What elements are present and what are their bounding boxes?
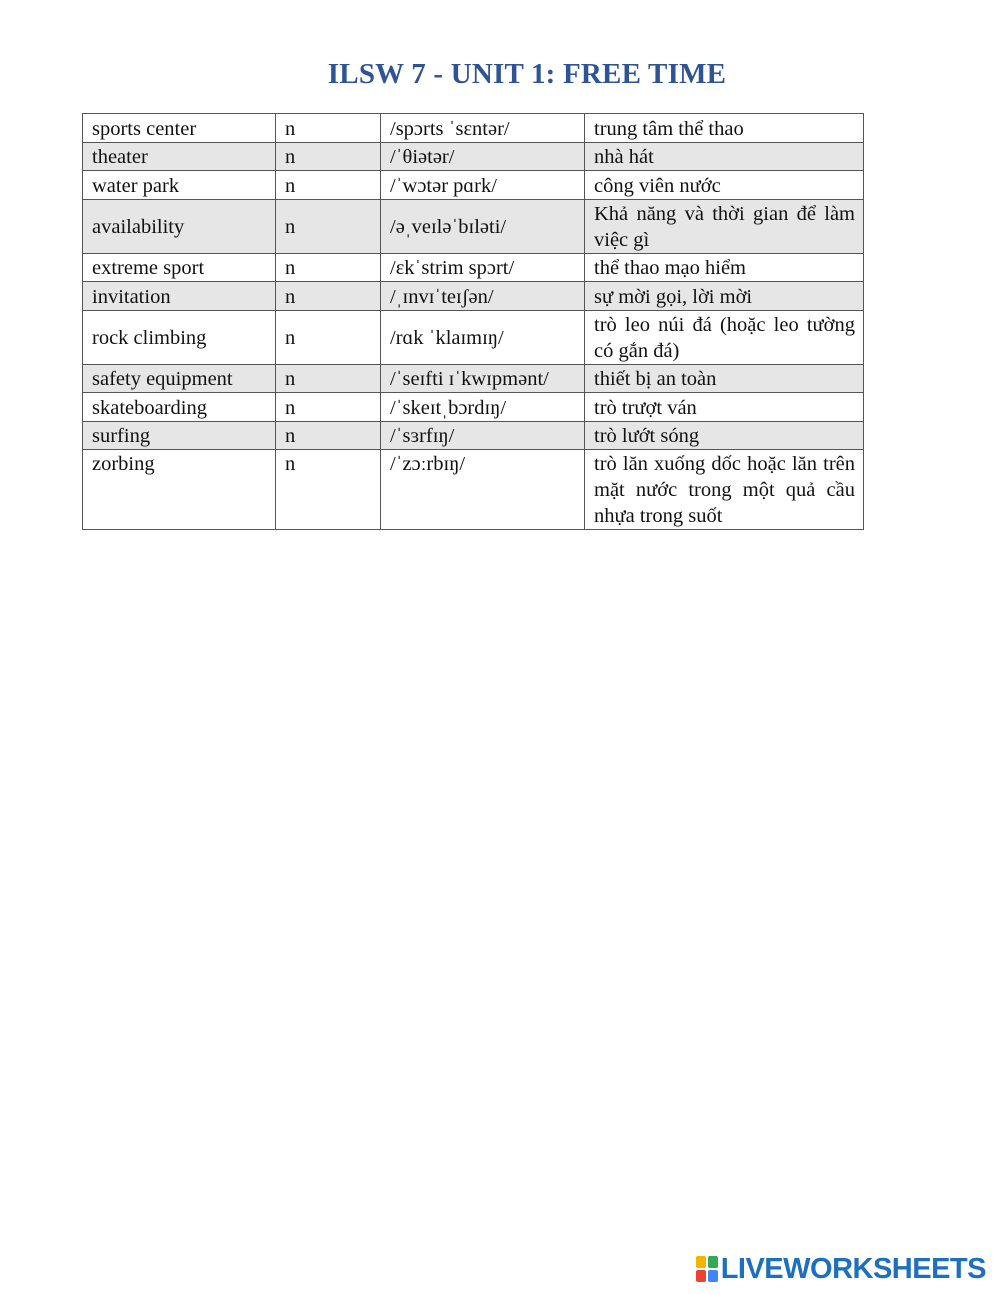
word-cell: safety equipment	[83, 365, 276, 393]
meaning-cell: sự mời gọi, lời mời	[585, 282, 864, 311]
meaning-cell: thiết bị an toàn	[585, 365, 864, 393]
pronunciation-cell: /əˌveɪləˈbɪləti/	[381, 200, 585, 254]
word-cell: skateboarding	[83, 393, 276, 422]
word-type-cell: n	[276, 311, 381, 365]
word-type-cell: n	[276, 282, 381, 311]
pronunciation-cell: /ˈzɔːrbɪŋ/	[381, 450, 585, 530]
meaning-cell: trung tâm thể thao	[585, 114, 864, 143]
pronunciation-cell: /ˈsɜrfɪŋ/	[381, 422, 585, 450]
pronunciation-cell: /ˈseɪfti ɪˈkwɪpmənt/	[381, 365, 585, 393]
meaning-cell: thể thao mạo hiểm	[585, 254, 864, 282]
table-row	[83, 254, 864, 282]
table-row	[83, 365, 864, 393]
pronunciation-cell: /rɑk ˈklaɪmɪŋ/	[381, 311, 585, 365]
word-cell: zorbing	[83, 450, 276, 530]
word-cell: rock climbing	[83, 311, 276, 365]
word-cell: sports center	[83, 114, 276, 143]
meaning-cell: nhà hát	[585, 143, 864, 171]
word-cell: surfing	[83, 422, 276, 450]
word-type-cell: n	[276, 393, 381, 422]
table-row	[83, 282, 864, 311]
table-row	[83, 393, 864, 422]
vocabulary-table	[82, 113, 864, 530]
logo-square-green	[708, 1256, 718, 1268]
table-row	[83, 450, 864, 530]
meaning-cell: trò lăn xuống dốc hoặc lăn trên mặt nước trong một quả cầu nhựa trong suốt	[585, 450, 864, 530]
pronunciation-cell: /ˌɪnvɪˈteɪʃən/	[381, 282, 585, 311]
liveworksheets-brand	[696, 1252, 986, 1286]
meaning-cell: trò trượt ván	[585, 393, 864, 422]
word-type-cell: n	[276, 200, 381, 254]
page-title: ILSW 7 - UNIT 1: FREE TIME	[327, 58, 727, 90]
liveworksheets-logo-icon	[696, 1256, 718, 1282]
word-cell: invitation	[83, 282, 276, 311]
word-type-cell: n	[276, 143, 381, 171]
word-cell: extreme sport	[83, 254, 276, 282]
table-row	[83, 200, 864, 254]
table-row	[83, 114, 864, 143]
logo-square-red	[696, 1270, 706, 1282]
word-cell: availability	[83, 200, 276, 254]
meaning-cell: công viên nước	[585, 171, 864, 200]
logo-square-blue	[708, 1270, 718, 1282]
word-type-cell: n	[276, 171, 381, 200]
pronunciation-cell: /ɛkˈstrim spɔrt/	[381, 254, 585, 282]
word-type-cell: n	[276, 365, 381, 393]
pronunciation-cell: /ˈθiətər/	[381, 143, 585, 171]
table-row	[83, 143, 864, 171]
word-cell: water park	[83, 171, 276, 200]
word-cell: theater	[83, 143, 276, 171]
pronunciation-cell: /spɔrts ˈsɛntər/	[381, 114, 585, 143]
table-row	[83, 311, 864, 365]
meaning-cell: trò lướt sóng	[585, 422, 864, 450]
table-row	[83, 171, 864, 200]
brand-name: LIVEWORKSHEETS	[720, 1252, 986, 1285]
table-row	[83, 422, 864, 450]
pronunciation-cell: /ˈskeɪtˌbɔrdɪŋ/	[381, 393, 585, 422]
meaning-cell: trò leo núi đá (hoặc leo tường có gắn đá)	[585, 311, 864, 365]
word-type-cell: n	[276, 254, 381, 282]
word-type-cell: n	[276, 114, 381, 143]
pronunciation-cell: /ˈwɔtər pɑrk/	[381, 171, 585, 200]
logo-square-yellow	[696, 1256, 706, 1268]
word-type-cell: n	[276, 422, 381, 450]
meaning-cell: Khả năng và thời gian để làm việc gì	[585, 200, 864, 254]
word-type-cell: n	[276, 450, 381, 530]
